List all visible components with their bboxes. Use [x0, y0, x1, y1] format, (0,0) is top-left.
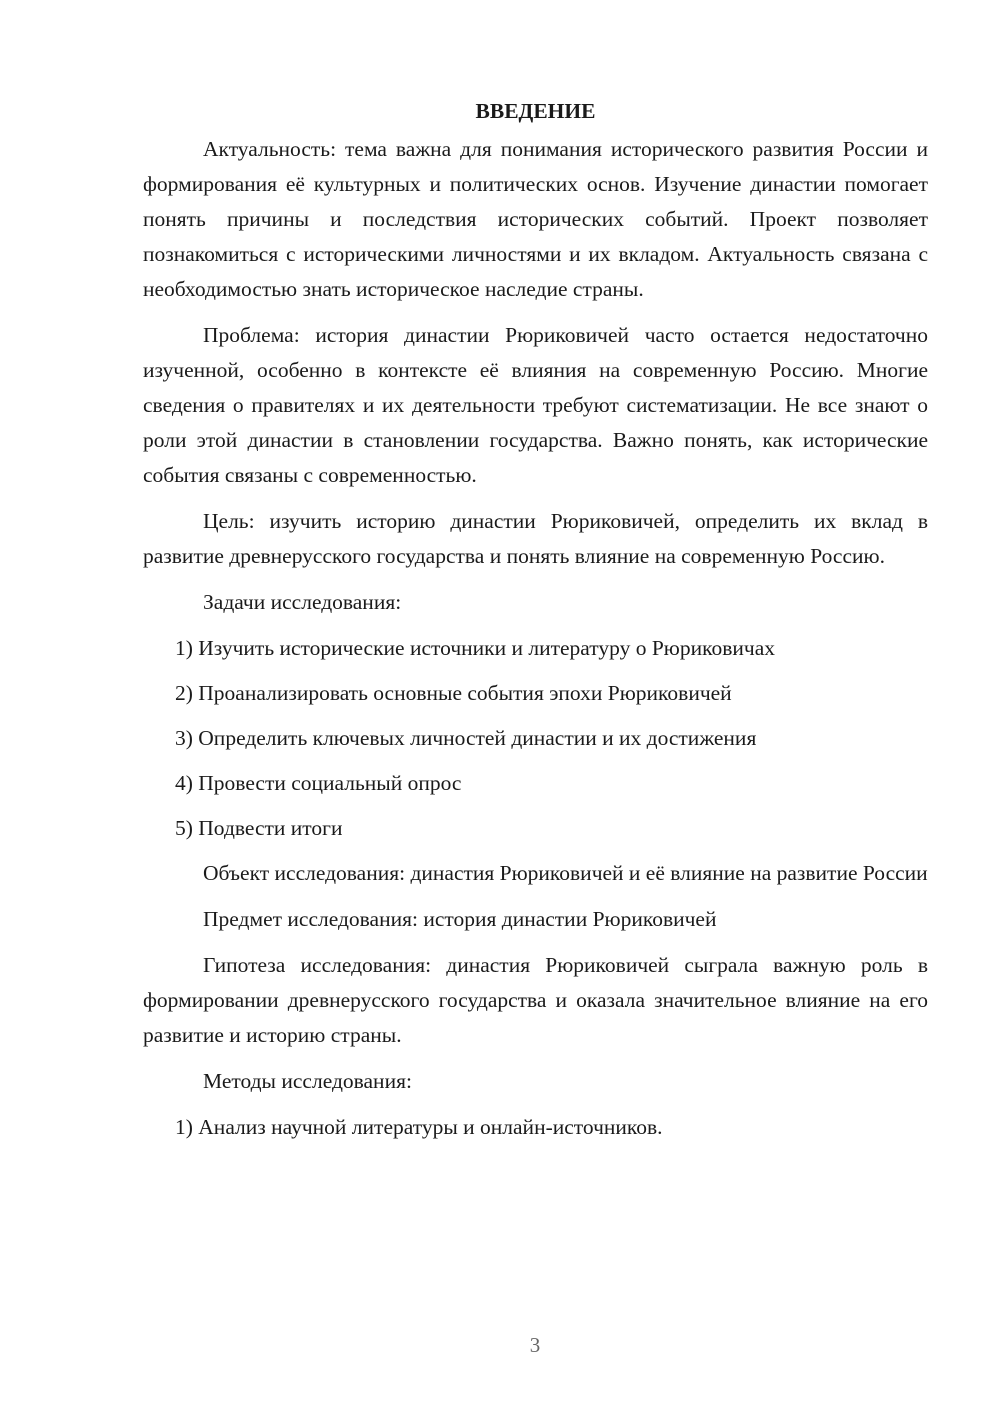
- tasks-heading: Задачи исследования:: [203, 590, 402, 614]
- list-item: 2) Проанализировать основные события эпохи Рюриковичей: [175, 681, 732, 705]
- list-item: 5) Подвести итоги: [175, 816, 343, 840]
- document-page: [143, 96, 928, 1155]
- list-item: 4) Провести социальный опрос: [175, 771, 462, 795]
- list-item: 3) Определить ключевых личностей династии и их достижения: [175, 726, 757, 750]
- list-item: 1) Изучить исторические источники и литературу о Рюриковичах: [175, 636, 775, 660]
- subject-paragraph: Предмет исследования: история династии Рюриковичей: [203, 907, 717, 931]
- list-item: 1) Анализ научной литературы и онлайн-источников.: [175, 1115, 663, 1139]
- section-title: ВВЕДЕНИЕ: [475, 99, 596, 123]
- hypothesis-paragraph: Гипотеза исследования: династия Рюриковичей сыграла важную роль в формировании древнерусского государства и оказала значительное влияние на его развитие и историю страны.: [143, 953, 928, 1047]
- methods-list: [143, 1110, 928, 1145]
- object-paragraph: Объект исследования: династия Рюриковичей и её влияние на развитие России: [203, 861, 928, 885]
- relevance-paragraph: Актуальность: тема важна для понимания исторического развития России и формирования её культурных и политических основ. Изучение династии помогает понять причины и последствия исторических событий. Проект позволяет познакомиться с историческими личностями и их вкладом. Актуальность связана с необходимостью знать историческое наследие страны.: [143, 137, 928, 301]
- goal-paragraph: Цель: изучить историю династии Рюриковичей, определить их вклад в развитие древнерусского государства и понять влияние на современную Россию.: [143, 509, 928, 568]
- problem-paragraph: Проблема: история династии Рюриковичей часто остается недостаточно изученной, особенно в контексте её влияния на современную Россию. Многие сведения о правителях и их деятельности требуют систематизации. Не все знают о роли этой династии в становлении государства. Важно понять, как исторические события связаны с современностью.: [143, 323, 928, 487]
- page-number: 3: [529, 1333, 541, 1357]
- tasks-list: [143, 631, 928, 846]
- methods-heading: Методы исследования:: [203, 1069, 412, 1093]
